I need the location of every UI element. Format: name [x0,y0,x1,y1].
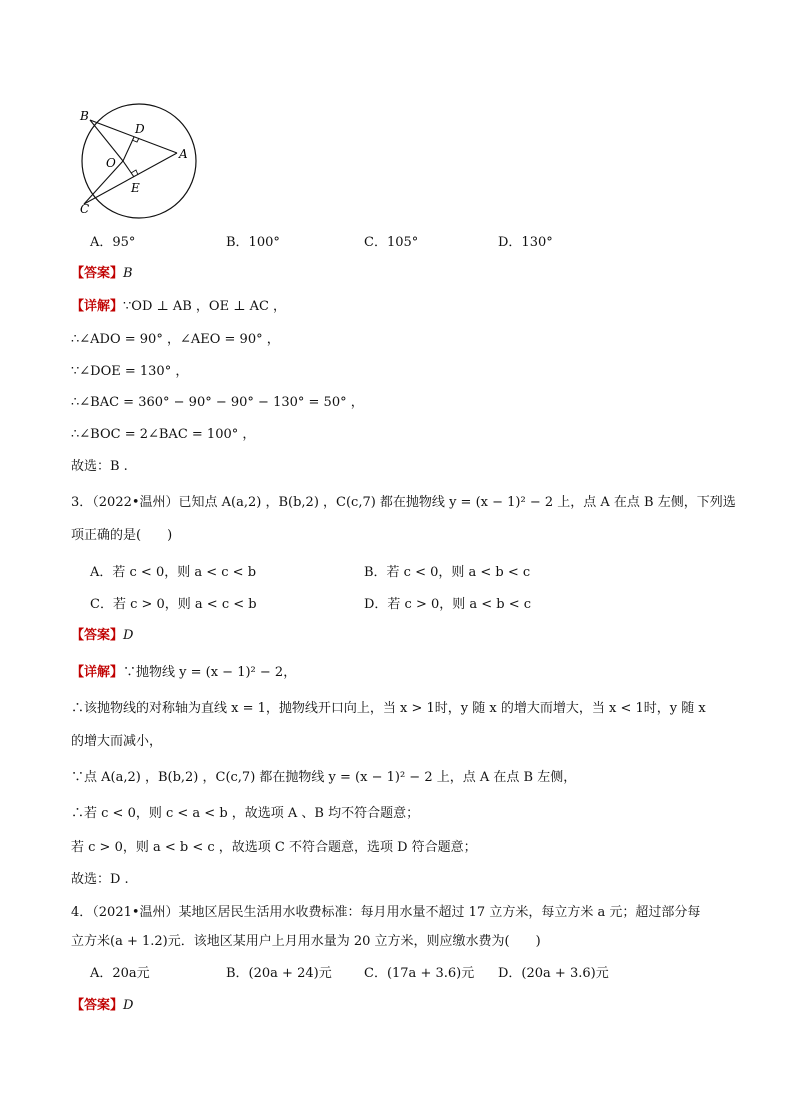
chord-ca [84,153,177,204]
q3-answer: D [123,628,134,643]
detail-tag: 【详解】 [71,665,124,680]
q3-step-6: 若 c > 0，则 a < b < c ，故选项 C 不符合题意，选项 D 符合题意； [71,840,477,855]
q2-step-1: ∵OD ⊥ AB ，OE ⊥ AC ， [123,299,287,314]
q2-step-2: ∴∠ADO = 90° ，∠AEO = 90° ， [71,332,280,347]
q2-option-a: A．95° [90,235,136,250]
label-c: C [80,202,90,216]
label-e: E [131,181,140,195]
q2-option-c: C．105° [364,235,419,250]
q2-step-6: 故选：B . [71,459,128,474]
q4-option-b: B．(20a + 24)元 [226,966,332,981]
q4-option-c: C．(17a + 3.6)元 [364,966,475,981]
q3-step-1: ∵抛物线 y = (x − 1)² − 2， [123,665,297,680]
answer-tag: 【答案】 [71,628,124,643]
answer-tag: 【答案】 [71,266,124,281]
q4-answer-line [71,994,133,1013]
q4-option-a: A．20a元 [90,966,150,981]
q3-step-7: 故选：D . [71,872,129,887]
circle-geometry-figure [66,103,206,223]
answer-tag: 【答案】 [71,998,124,1013]
q2-step-5: ∴∠BOC = 2∠BAC = 100° ， [71,427,256,442]
detail-tag: 【详解】 [71,299,124,314]
q3-answer-line [71,624,133,643]
q2-option-b: B．100° [226,235,280,250]
q2-answer: B [123,266,133,281]
q3-option-d: D．若 c > 0，则 a < b < c [364,597,532,612]
q3-step-5: ∴若 c < 0，则 c < a < b ，故选项 A 、B 均不符合题意； [71,806,420,821]
q3-option-b: B．若 c < 0，则 a < b < c [364,565,531,580]
q2-option-d: D．130° [498,235,553,250]
q4-stem-line-1: 4．（2021•温州）某地区居民生活用水收费标准：每月用水量不超过 17 立方米，每立方米 a 元；超过部分每 [71,905,701,920]
q3-stem-line-2: 项正确的是( ) [71,528,173,543]
label-b: B [80,109,89,123]
q2-step-3: ∵∠DOE = 130° ， [71,364,189,379]
segment-oe [123,161,134,177]
q3-detail-line-1 [71,661,296,680]
q4-answer: D [123,998,134,1013]
q4-option-d: D．(20a + 3.6)元 [498,966,609,981]
q3-option-a: A．若 c < 0，则 a < c < b [90,565,257,580]
label-a: A [179,147,188,161]
segment-oc [84,161,123,204]
q3-step-3: 的增大而减小， [71,734,163,749]
label-d: D [135,122,145,136]
label-o: O [106,156,116,170]
q3-step-2: ∴该抛物线的对称轴为直线 x = 1，抛物线开口向上，当 x > 1时，y 随 x 的增大而增大，当 x < 1时，y 随 x [71,701,706,716]
q3-stem-line-1: 3．（2022•温州）已知点 A(a,2) ，B(b,2) ，C(c,7) 都在抛物线 y = (x − 1)² − 2 上，点 A 在点 B 左侧，下列选 [71,495,736,510]
q2-step-4: ∴∠BAC = 360° − 90° − 90° − 130° = 50° ， [71,395,364,410]
q3-option-c: C．若 c > 0，则 a < c < b [90,597,257,612]
q2-detail-line-1 [71,295,286,314]
q3-step-4: ∵点 A(a,2) ，B(b,2) ，C(c,7) 都在抛物线 y = (x − 1)² − 2 上，点 A 在点 B 左侧， [71,770,577,785]
q4-stem-line-2: 立方米(a + 1.2)元．该地区某用户上月用水量为 20 立方米，则应缴水费为( ) [71,934,541,949]
q2-answer-line [71,262,133,281]
